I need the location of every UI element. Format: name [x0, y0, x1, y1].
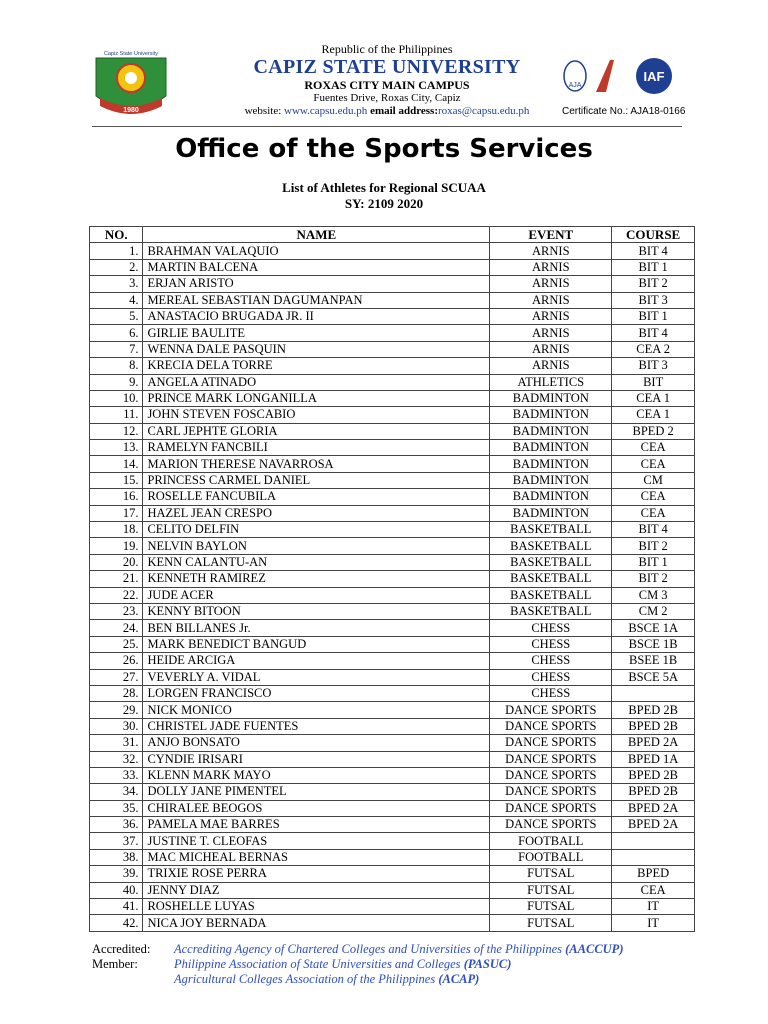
athlete-course: BPED 2A — [612, 735, 695, 751]
athlete-course: BIT 2 — [612, 571, 695, 587]
table-row — [90, 784, 695, 800]
athlete-course: CEA — [612, 440, 695, 456]
athlete-name: PRINCESS CARMEL DANIEL — [143, 472, 490, 488]
jab-mark-icon — [596, 60, 614, 92]
table-row — [90, 603, 695, 619]
athlete-event: ARNIS — [490, 243, 612, 259]
athlete-event: DANCE SPORTS — [490, 767, 612, 783]
athlete-name: MARK BENEDICT BANGUD — [143, 636, 490, 652]
letterhead — [92, 40, 686, 130]
table-row — [90, 800, 695, 816]
table-row — [90, 374, 695, 390]
table-row — [90, 440, 695, 456]
athlete-course: CEA — [612, 882, 695, 898]
athlete-event: ARNIS — [490, 292, 612, 308]
athlete-name: JUSTINE T. CLEOFAS — [143, 833, 490, 849]
athlete-event: CHESS — [490, 620, 612, 636]
table-body — [90, 243, 695, 931]
row-number: 2. — [90, 259, 143, 275]
athlete-course — [612, 833, 695, 849]
athlete-name: KLENN MARK MAYO — [143, 767, 490, 783]
header-event: EVENT — [490, 227, 612, 243]
athlete-event: FOOTBALL — [490, 849, 612, 865]
athlete-event: BADMINTON — [490, 489, 612, 505]
athlete-event: BASKETBALL — [490, 538, 612, 554]
row-number: 10. — [90, 390, 143, 406]
athlete-course: BIT 3 — [612, 292, 695, 308]
university-name: CAPIZ STATE UNIVERSITY — [253, 56, 521, 78]
row-number: 7. — [90, 341, 143, 357]
certificate-number: Certificate No.: AJA18-0166 — [562, 106, 686, 117]
table-row — [90, 522, 695, 538]
website-label: website: — [244, 105, 282, 117]
athlete-name: NELVIN BAYLON — [143, 538, 490, 554]
athlete-course: BIT 1 — [612, 308, 695, 324]
table-row — [90, 276, 695, 292]
athlete-event: DANCE SPORTS — [490, 800, 612, 816]
table-row — [90, 587, 695, 603]
athlete-course: CEA — [612, 505, 695, 521]
athlete-name: GIRLIE BAULITE — [143, 325, 490, 341]
athlete-event: ARNIS — [490, 341, 612, 357]
athlete-course: BIT 4 — [612, 243, 695, 259]
accredited-label: Accredited: — [92, 942, 151, 956]
athlete-course: BPED 2B — [612, 718, 695, 734]
table-row — [90, 505, 695, 521]
footer-org-name: Philippine Association of State Universities and Colleges — [174, 957, 461, 971]
row-number: 27. — [90, 669, 143, 685]
email-label: email address: — [370, 105, 438, 117]
school-year: SY: 2109 2020 — [344, 196, 424, 211]
athlete-course: BSEE 1B — [612, 653, 695, 669]
table-row — [90, 751, 695, 767]
athlete-event: BADMINTON — [490, 390, 612, 406]
athlete-event: DANCE SPORTS — [490, 751, 612, 767]
table-row — [90, 882, 695, 898]
athlete-name: VEVERLY A. VIDAL — [143, 669, 490, 685]
table-row — [90, 243, 695, 259]
athlete-name: ANASTACIO BRUGADA JR. II — [143, 308, 490, 324]
header-course: COURSE — [612, 227, 695, 243]
table-row — [90, 669, 695, 685]
athlete-course: BPED — [612, 866, 695, 882]
row-number: 15. — [90, 472, 143, 488]
logo-text: Capiz State University — [103, 51, 159, 57]
athlete-event: BASKETBALL — [490, 554, 612, 570]
athlete-name: JENNY DIAZ — [143, 882, 490, 898]
athlete-event: FUTSAL — [490, 915, 612, 931]
athlete-name: MARTIN BALCENA — [143, 259, 490, 275]
athlete-event: FOOTBALL — [490, 833, 612, 849]
footer-line-1 — [92, 942, 623, 957]
table-row — [90, 308, 695, 324]
email-link[interactable]: roxas@capsu.edu.ph — [438, 105, 530, 117]
row-number: 40. — [90, 882, 143, 898]
table-row — [90, 472, 695, 488]
letterhead-text — [202, 42, 572, 118]
athlete-course: CEA — [612, 456, 695, 472]
athlete-event: ATHLETICS — [490, 374, 612, 390]
athlete-course: BSCE 1B — [612, 636, 695, 652]
row-number: 42. — [90, 915, 143, 931]
athlete-course: BPED 2 — [612, 423, 695, 439]
athlete-event: CHESS — [490, 636, 612, 652]
athlete-name: KENN CALANTU-AN — [143, 554, 490, 570]
footer — [92, 942, 623, 987]
athlete-event: BADMINTON — [490, 407, 612, 423]
row-number: 16. — [90, 489, 143, 505]
table-row — [90, 325, 695, 341]
row-number: 21. — [90, 571, 143, 587]
footer-org-abbr: (AACCUP) — [565, 942, 624, 956]
athlete-event: FUTSAL — [490, 866, 612, 882]
athlete-name: MAC MICHEAL BERNAS — [143, 849, 490, 865]
table-row — [90, 767, 695, 783]
athlete-name: ERJAN ARISTO — [143, 276, 490, 292]
footer-org-abbr: (ACAP) — [438, 972, 480, 986]
athlete-name: KENNETH RAMIREZ — [143, 571, 490, 587]
table-row — [90, 407, 695, 423]
athlete-event: DANCE SPORTS — [490, 718, 612, 734]
athlete-event: BADMINTON — [490, 505, 612, 521]
athlete-name: ROSELLE FANCUBILA — [143, 489, 490, 505]
logo-year: 1980 — [123, 107, 139, 114]
athlete-course: BIT 4 — [612, 325, 695, 341]
athlete-course: BIT 3 — [612, 358, 695, 374]
athlete-event: BASKETBALL — [490, 571, 612, 587]
athlete-event: BADMINTON — [490, 456, 612, 472]
row-number: 36. — [90, 817, 143, 833]
table-row — [90, 685, 695, 701]
footer-org-name: Agricultural Colleges Association of the Philippines — [174, 972, 436, 986]
athlete-course: CEA 2 — [612, 341, 695, 357]
row-number: 35. — [90, 800, 143, 816]
athlete-name: PRINCE MARK LONGANILLA — [143, 390, 490, 406]
athlete-name: CARL JEPHTE GLORIA — [143, 423, 490, 439]
athlete-course: CEA — [612, 489, 695, 505]
table-row — [90, 702, 695, 718]
table-row — [90, 849, 695, 865]
athlete-course: BIT 2 — [612, 538, 695, 554]
office-title: Office of the Sports Services — [175, 134, 593, 164]
athlete-name: CHIRALEE BEOGOS — [143, 800, 490, 816]
athlete-course: CEA 1 — [612, 390, 695, 406]
member-label: Member: — [92, 957, 138, 971]
athlete-course: BSCE 1A — [612, 620, 695, 636]
header-name: NAME — [143, 227, 490, 243]
athlete-name: BRAHMAN VALAQUIO — [143, 243, 490, 259]
aja-badge-text: AJA — [568, 82, 582, 89]
table-row — [90, 390, 695, 406]
campus-address: Fuentes Drive, Roxas City, Capiz — [313, 92, 461, 104]
row-number: 19. — [90, 538, 143, 554]
list-heading — [0, 180, 768, 212]
row-number: 18. — [90, 522, 143, 538]
table-row — [90, 899, 695, 915]
athlete-course: CM 3 — [612, 587, 695, 603]
row-number: 5. — [90, 308, 143, 324]
row-number: 32. — [90, 751, 143, 767]
row-number: 25. — [90, 636, 143, 652]
athlete-name: CHRISTEL JADE FUENTES — [143, 718, 490, 734]
footer-line-2 — [92, 957, 623, 972]
row-number: 33. — [90, 767, 143, 783]
row-number: 31. — [90, 735, 143, 751]
athlete-name: MARION THERESE NAVARROSA — [143, 456, 490, 472]
row-number: 4. — [90, 292, 143, 308]
university-seal-logo — [92, 48, 170, 122]
row-number: 3. — [90, 276, 143, 292]
athlete-name: CELITO DELFIN — [143, 522, 490, 538]
athlete-event: DANCE SPORTS — [490, 784, 612, 800]
athlete-name: KRECIA DELA TORRE — [143, 358, 490, 374]
athlete-event: BADMINTON — [490, 423, 612, 439]
athlete-name: KENNY BITOON — [143, 603, 490, 619]
athlete-course: IT — [612, 915, 695, 931]
table-row — [90, 554, 695, 570]
athlete-event: CHESS — [490, 653, 612, 669]
row-number: 38. — [90, 849, 143, 865]
athlete-name: MEREAL SEBASTIAN DAGUMANPAN — [143, 292, 490, 308]
athlete-name: CYNDIE IRISARI — [143, 751, 490, 767]
athlete-event: ARNIS — [490, 259, 612, 275]
athlete-name: NICA JOY BERNADA — [143, 915, 490, 931]
campus-name: ROXAS CITY MAIN CAMPUS — [304, 78, 470, 92]
table-row — [90, 620, 695, 636]
row-number: 41. — [90, 899, 143, 915]
athlete-name: JOHN STEVEN FOSCABIO — [143, 407, 490, 423]
athlete-course: BIT — [612, 374, 695, 390]
row-number: 37. — [90, 833, 143, 849]
athlete-event: ARNIS — [490, 308, 612, 324]
row-number: 1. — [90, 243, 143, 259]
athlete-event: FUTSAL — [490, 899, 612, 915]
athlete-course: CM 2 — [612, 603, 695, 619]
table-header-row — [90, 227, 695, 243]
table-row — [90, 292, 695, 308]
row-number: 9. — [90, 374, 143, 390]
athlete-name: JUDE ACER — [143, 587, 490, 603]
athlete-course: BIT 1 — [612, 259, 695, 275]
table-row — [90, 489, 695, 505]
table-row — [90, 423, 695, 439]
table-row — [90, 735, 695, 751]
athlete-name: HAZEL JEAN CRESPO — [143, 505, 490, 521]
row-number: 28. — [90, 685, 143, 701]
athlete-event: BADMINTON — [490, 472, 612, 488]
athlete-name: RAMELYN FANCBILI — [143, 440, 490, 456]
row-number: 13. — [90, 440, 143, 456]
row-number: 30. — [90, 718, 143, 734]
athlete-event: FUTSAL — [490, 882, 612, 898]
athletes-table — [89, 226, 695, 932]
athlete-name: HEIDE ARCIGA — [143, 653, 490, 669]
table-row — [90, 456, 695, 472]
athlete-course: BPED 2B — [612, 767, 695, 783]
athlete-name: DOLLY JANE PIMENTEL — [143, 784, 490, 800]
row-number: 6. — [90, 325, 143, 341]
athlete-course: BPED 2B — [612, 702, 695, 718]
athlete-event: CHESS — [490, 685, 612, 701]
row-number: 14. — [90, 456, 143, 472]
table-row — [90, 571, 695, 587]
athlete-course — [612, 685, 695, 701]
table-row — [90, 866, 695, 882]
row-number: 29. — [90, 702, 143, 718]
table-row — [90, 341, 695, 357]
athlete-event: ARNIS — [490, 325, 612, 341]
footer-line-3 — [92, 972, 623, 987]
athlete-course: CM — [612, 472, 695, 488]
row-number: 23. — [90, 603, 143, 619]
list-title: List of Athletes for Regional SCUAA — [282, 180, 486, 195]
table-row — [90, 817, 695, 833]
athlete-course: BPED 2B — [612, 784, 695, 800]
athlete-name: PAMELA MAE BARRES — [143, 817, 490, 833]
athlete-name: ANJO BONSATO — [143, 735, 490, 751]
website-link[interactable]: www.capsu.edu.ph — [284, 105, 368, 117]
athlete-course: BIT 2 — [612, 276, 695, 292]
athlete-course: BPED 2A — [612, 800, 695, 816]
row-number: 20. — [90, 554, 143, 570]
athlete-name: TRIXIE ROSE PERRA — [143, 866, 490, 882]
row-number: 34. — [90, 784, 143, 800]
row-number: 12. — [90, 423, 143, 439]
athlete-course: BIT 1 — [612, 554, 695, 570]
athlete-course — [612, 849, 695, 865]
row-number: 11. — [90, 407, 143, 423]
athlete-name: BEN BILLANES Jr. — [143, 620, 490, 636]
athlete-event: BADMINTON — [490, 440, 612, 456]
athlete-course: CEA 1 — [612, 407, 695, 423]
athlete-event: BASKETBALL — [490, 587, 612, 603]
contact-line — [202, 105, 572, 118]
athlete-event: DANCE SPORTS — [490, 702, 612, 718]
table-row — [90, 833, 695, 849]
footer-org-abbr: (PASUC) — [463, 957, 512, 971]
table-row — [90, 653, 695, 669]
table-row — [90, 358, 695, 374]
table-row — [90, 915, 695, 931]
athlete-course: IT — [612, 899, 695, 915]
row-number: 17. — [90, 505, 143, 521]
athlete-event: DANCE SPORTS — [490, 735, 612, 751]
athlete-course: BIT 4 — [612, 522, 695, 538]
athlete-name: ANGELA ATINADO — [143, 374, 490, 390]
athlete-name: WENNA DALE PASQUIN — [143, 341, 490, 357]
row-number: 26. — [90, 653, 143, 669]
header-divider — [92, 126, 682, 127]
row-number: 39. — [90, 866, 143, 882]
row-number: 24. — [90, 620, 143, 636]
athlete-name: LORGEN FRANCISCO — [143, 685, 490, 701]
republic-line: Republic of the Philippines — [321, 42, 453, 56]
iaf-badge-text: IAF — [643, 69, 665, 84]
athlete-name: NICK MONICO — [143, 702, 490, 718]
athlete-event: BASKETBALL — [490, 522, 612, 538]
athlete-event: ARNIS — [490, 276, 612, 292]
athlete-event: BASKETBALL — [490, 603, 612, 619]
athlete-course: BPED 1A — [612, 751, 695, 767]
header-no: NO. — [90, 227, 143, 243]
athlete-course: BPED 2A — [612, 817, 695, 833]
athlete-course: BSCE 5A — [612, 669, 695, 685]
table-row — [90, 636, 695, 652]
table-row — [90, 718, 695, 734]
athlete-name: ROSHELLE LUYAS — [143, 899, 490, 915]
athlete-event: ARNIS — [490, 358, 612, 374]
row-number: 8. — [90, 358, 143, 374]
table-row — [90, 259, 695, 275]
footer-org-name: Accrediting Agency of Chartered Colleges and Universities of the Philippines — [174, 942, 563, 956]
athlete-event: CHESS — [490, 669, 612, 685]
athlete-event: DANCE SPORTS — [490, 817, 612, 833]
row-number: 22. — [90, 587, 143, 603]
table-row — [90, 538, 695, 554]
